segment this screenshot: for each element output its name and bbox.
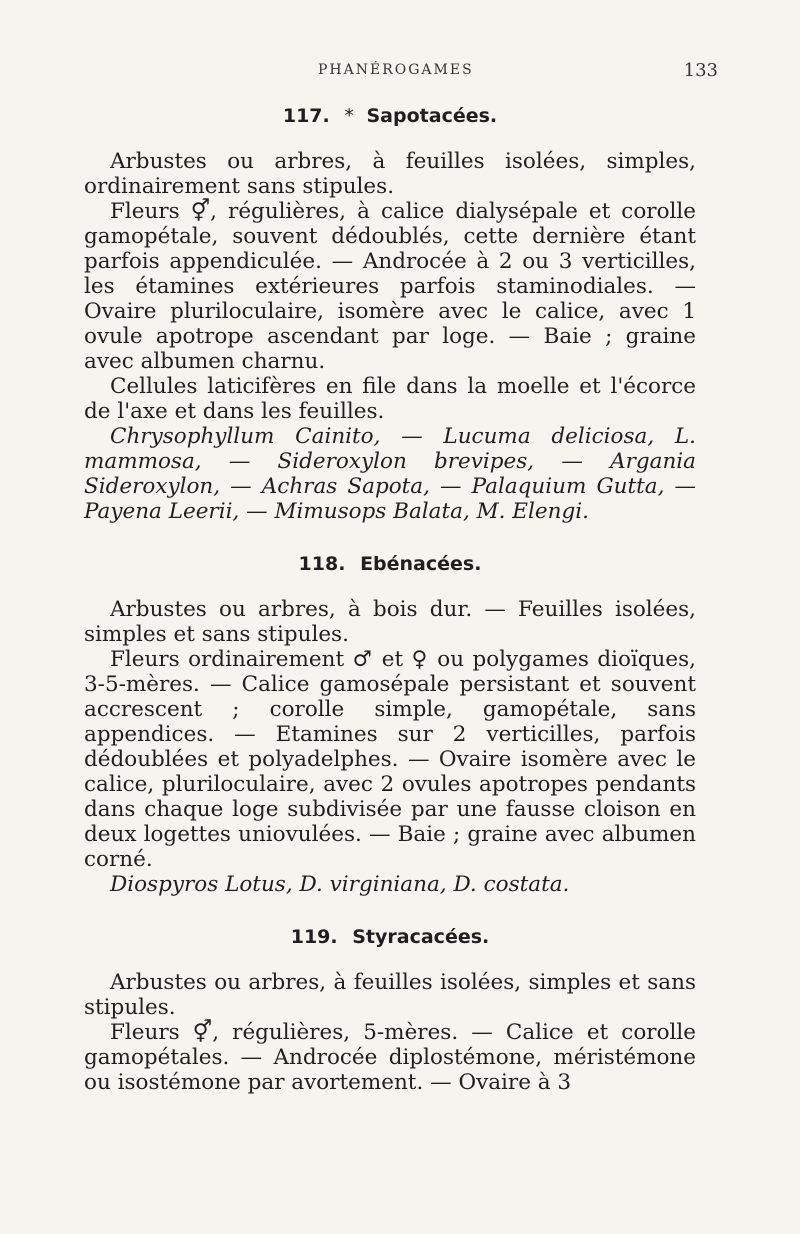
family-name: Sapotacées. — [366, 105, 498, 127]
species-list: Diospyros Lotus, D. virginiana, D. costata. — [110, 872, 570, 897]
page-body — [84, 96, 696, 1095]
paragraph-flowers: Fleurs ordinairement ♂ et ♀ ou polygames dioïques, 3-5-mères. — Calice gamosépale persistant et souvent accrescent ; corolle simple, gamopétale, sans appendices. — Etamines sur 2 verticilles, parfois dédoublées et polyadelphes. — Ovaire isomère avec le calice, pluriloculaire, avec 2 ovules apotropes pendants dans chaque loge subdivisée par une fausse cloison en deux logettes uniovulées. — Baie ; graine avec albumen corné. — [84, 647, 696, 872]
paragraph-habit: Arbustes ou arbres, à feuilles isolées, simples et sans stipules. — [84, 970, 696, 1020]
paragraph-flowers: Fleurs ⚥, régulières, à calice dialysépale et corolle gamopétale, souvent dédoublés, cette dernière étant parfois appendiculée. — Androcée à 2 ou 3 verticilles, les étamines extérieures parfois staminodiales. — Ovaire pluriloculaire, isomère avec le calice, avec 1 ovule apotrope ascendant par loge. — Baie ; graine avec albumen charnu. — [84, 199, 696, 374]
paragraph-habit: Arbustes ou arbres, à bois dur. — Feuilles isolées, simples et sans stipules. — [84, 597, 696, 647]
species-list: Chrysophyllum Cainito, — Lucuma deliciosa, L. mammosa, — Sideroxylon brevipes, — Argania Sideroxylon, — Achras Sapota, — Palaquium Gutta, — Payena Leerii, — Mimusops Balata, M. Elengi. — [84, 424, 696, 524]
family-heading-ebenacees — [84, 552, 696, 577]
family-heading-sapotacees — [84, 104, 696, 129]
family-number: 117. — [282, 105, 330, 127]
page-header — [0, 60, 800, 90]
family-heading-styracacees — [84, 925, 696, 950]
family-name: Ebénacées. — [360, 553, 482, 575]
family-name: Styracacées. — [352, 926, 490, 948]
page-number: 133 — [683, 60, 718, 81]
paragraph-flowers: Fleurs ⚥, régulières, 5-mères. — Calice et corolle gamopétales. — Androcée diplostémone, méristémone ou isostémone par avortement. — Ovaire à 3 — [84, 1020, 696, 1095]
asterisk-marker: * — [344, 105, 354, 127]
paragraph-anatomy: Cellules laticifères en file dans la moelle et l'écorce de l'axe et dans les feuilles. — [84, 374, 696, 424]
family-number: 118. — [298, 553, 346, 575]
running-title: PHANÉROGAMES — [318, 62, 474, 78]
family-number: 119. — [290, 926, 338, 948]
paragraph-habit: Arbustes ou arbres, à feuilles isolées, simples, ordinairement sans stipules. — [84, 149, 696, 199]
